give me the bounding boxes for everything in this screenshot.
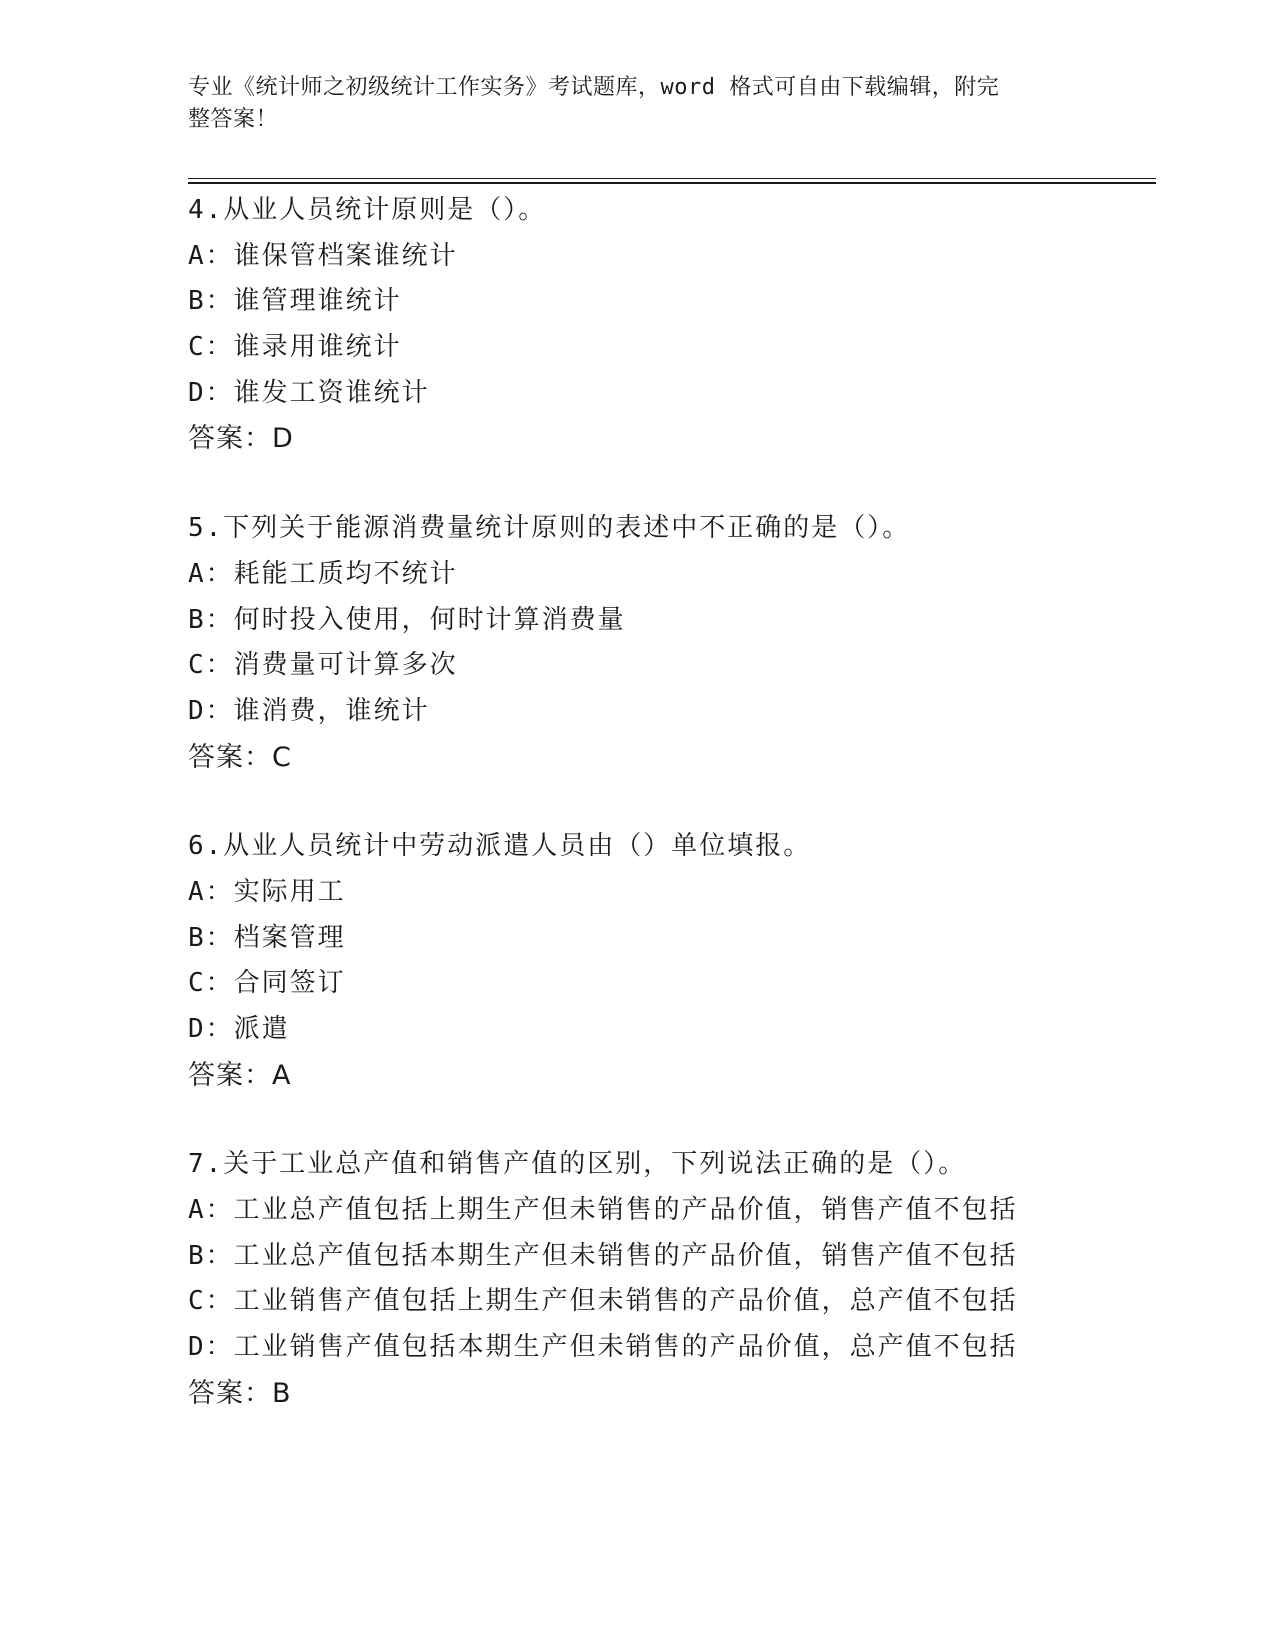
option-d: D：谁消费，谁统计 [188, 695, 430, 726]
header-line-2: 整答案！ [188, 107, 279, 132]
question-4 [188, 188, 1148, 462]
answer-line: 答案：C [188, 741, 292, 773]
header-divider-thick [188, 182, 1156, 184]
answer-line: 答案：B [188, 1377, 292, 1409]
option-a: A：工业总产值包括上期生产但未销售的产品价值，销售产值不包括 [188, 1195, 1018, 1226]
question-stem: 5.下列关于能源消费量统计原则的表述中不正确的是（）。 [188, 513, 911, 544]
option-d: D：工业销售产值包括本期生产但未销售的产品价值，总产值不包括 [188, 1332, 1018, 1363]
document-header [188, 72, 1068, 136]
option-b: B：何时投入使用，何时计算消费量 [188, 604, 626, 635]
option-a: A：谁保管档案谁统计 [188, 240, 458, 271]
question-list [188, 188, 1148, 1461]
option-c: C：谁录用谁统计 [188, 332, 402, 363]
option-d: D：派遣 [188, 1014, 290, 1044]
option-a: A：耗能工质均不统计 [188, 558, 458, 589]
question-stem: 6.从业人员统计中劳动派遣人员由（）单位填报。 [188, 831, 812, 862]
option-c: C：合同签订 [188, 968, 346, 999]
question-7 [188, 1142, 1148, 1416]
option-b: B：工业总产值包括本期生产但未销售的产品价值，销售产值不包括 [188, 1240, 1018, 1271]
question-stem: 7.关于工业总产值和销售产值的区别，下列说法正确的是（）。 [188, 1149, 967, 1180]
header-divider-thin [188, 178, 1156, 179]
answer-line: 答案：D [188, 423, 294, 455]
option-c: C：消费量可计算多次 [188, 650, 458, 681]
option-b: B：谁管理谁统计 [188, 286, 402, 317]
question-stem: 4.从业人员统计原则是（）。 [188, 195, 547, 225]
option-c: C：工业销售产值包括上期生产但未销售的产品价值，总产值不包括 [188, 1286, 1018, 1317]
header-line-1: 专业《统计师之初级统计工作实务》考试题库，word 格式可自由下载编辑，附完 [188, 75, 1000, 100]
option-b: B：档案管理 [188, 922, 346, 953]
answer-line: 答案：A [188, 1059, 292, 1091]
option-a: A：实际用工 [188, 876, 346, 907]
question-5 [188, 506, 1148, 780]
question-6 [188, 824, 1148, 1098]
option-d: D：谁发工资谁统计 [188, 377, 430, 408]
